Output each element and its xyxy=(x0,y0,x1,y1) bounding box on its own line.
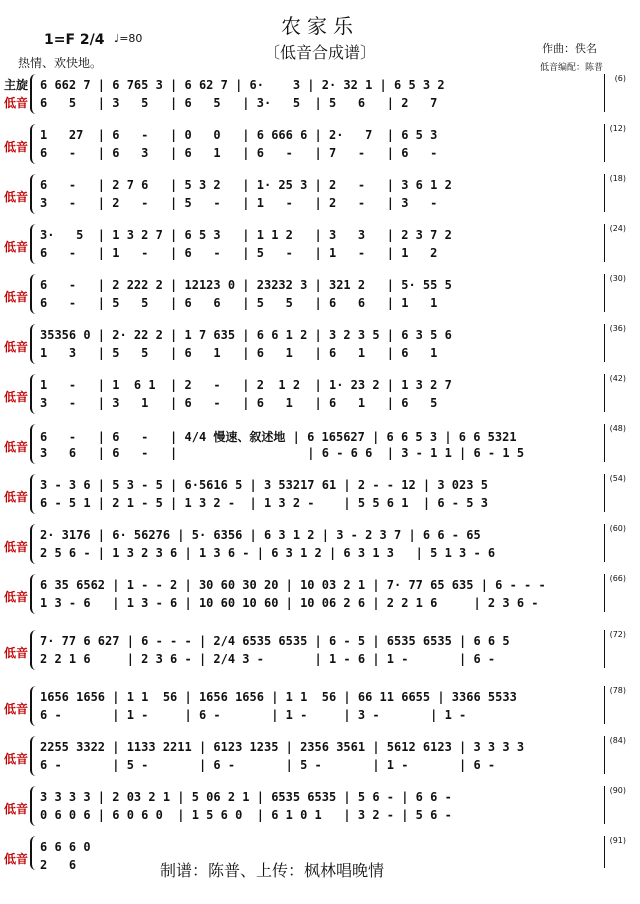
title: 农家乐 xyxy=(281,14,359,38)
upper-staff-notes: 6 - | 2 7 6 | 5 3 2 | 1· 25 3 | 2 - | 3 6 1 2 xyxy=(40,178,452,192)
barline xyxy=(604,374,605,412)
barline xyxy=(604,474,605,512)
upper-staff-notes: 3 3 3 3 | 2 03 2 1 | 5 06 2 1 | 6535 6535 | 5 6 - | 6 6 - xyxy=(40,790,460,804)
lower-staff-notes: 6 - 5 1 | 2 1 - 5 | 1 3 2 - | 1 3 2 - | 5 5 6 1 | 6 - 5 3 xyxy=(40,496,488,510)
measure-number: (6) xyxy=(614,74,626,83)
key-signature: 1=F 2/4 xyxy=(44,32,105,48)
barline xyxy=(604,686,605,724)
upper-staff-notes: 6 662 7 | 6 765 3 | 6 62 7 | 6· 3 | 2· 32 1 | 6 5 3 2 xyxy=(40,78,445,92)
subtitle: 〔低音合成谱〕 xyxy=(263,43,376,62)
measure-number: (54) xyxy=(609,474,626,483)
part-label-bass: 低音 xyxy=(4,140,29,154)
measure-number: (84) xyxy=(609,736,626,745)
lower-staff-notes: 6 - | 6 3 | 6 1 | 6 - | 7 - | 6 - xyxy=(40,146,452,160)
composer-credit: 作曲：佚名 xyxy=(542,42,597,55)
system-brace xyxy=(30,74,38,114)
lower-staff-notes: 2 6 xyxy=(40,858,91,872)
part-label-bass: 低音 xyxy=(4,646,29,660)
measure-number: (36) xyxy=(609,324,626,333)
system-brace xyxy=(30,374,38,414)
part-label-bass: 低音 xyxy=(4,190,29,204)
part-label-bass: 低音 xyxy=(4,802,29,816)
measure-number: (78) xyxy=(609,686,626,695)
measure-number: (66) xyxy=(609,574,626,583)
system-brace xyxy=(30,424,38,464)
lower-staff-notes: 3 - | 3 1 | 6 - | 6 1 | 6 1 | 6 5 xyxy=(40,396,452,410)
upper-staff-notes: 6 - | 2 222 2 | 12123 0 | 23232 3 | 321 2 | 5· 55 5 xyxy=(40,278,452,292)
measure-number: (48) xyxy=(609,424,626,433)
barline xyxy=(604,124,605,162)
barline xyxy=(604,324,605,362)
upper-staff-notes: 3· 5 | 1 3 2 7 | 6 5 3 | 1 1 2 | 3 3 | 2 3 7 2 xyxy=(40,228,452,242)
upper-staff-notes: 35356 0 | 2· 22 2 | 1 7 635 | 6 6 1 2 | 3 2 3 5 | 6 3 5 6 xyxy=(40,328,452,342)
system-brace xyxy=(30,474,38,514)
system-brace xyxy=(30,836,38,870)
upper-staff-notes: 2· 3176 | 6· 56276 | 5· 6356 | 6 3 1 2 | 3 - 2 3 7 | 6 6 - 65 xyxy=(40,528,481,542)
lower-staff-notes: 6 - | 1 - | 6 - | 5 - | 1 - | 1 2 xyxy=(40,246,452,260)
measure-number: (91) xyxy=(609,836,626,845)
measure-number: (42) xyxy=(609,374,626,383)
upper-staff-notes: 3 - 3 6 | 5 3 - 5 | 6·5616 5 | 3 53217 61 | 2 - - 12 | 3 023 5 xyxy=(40,478,488,492)
barline xyxy=(604,224,605,262)
barline xyxy=(604,736,605,774)
lower-staff-notes: 1 3 - 6 | 1 3 - 6 | 10 60 10 60 | 10 06 2 6 | 2 2 1 6 | 2 3 6 - xyxy=(40,596,539,610)
footer-credit: 制谱：陈普、上传：枫林唱晚情 xyxy=(160,861,385,880)
part-label-bass: 低音 xyxy=(4,390,29,404)
part-label-bass: 低音 xyxy=(4,540,29,554)
lower-staff-notes: 0 6 0 6 | 6 0 6 0 | 1 5 6 0 | 6 1 0 1 | 3 2 - | 5 6 - xyxy=(40,808,460,822)
upper-staff-notes: 6 35 6562 | 1 - - 2 | 30 60 30 20 | 10 03 2 1 | 7· 77 65 635 | 6 - - - xyxy=(40,578,546,592)
barline xyxy=(604,174,605,212)
barline xyxy=(604,424,605,462)
system-brace xyxy=(30,124,38,164)
system-brace xyxy=(30,574,38,614)
part-label-bass: 低音 xyxy=(4,752,29,766)
system-brace xyxy=(30,224,38,264)
part-label-bass: 低音 xyxy=(4,440,29,454)
system-brace xyxy=(30,736,38,776)
arranger-credit: 低音编配：陈普 xyxy=(540,63,604,73)
measure-number: (30) xyxy=(609,274,626,283)
barline xyxy=(604,524,605,562)
mood-marking: 热情、欢快地。 xyxy=(18,56,103,70)
lower-staff-notes: 6 5 | 3 5 | 6 5 | 3· 5 | 5 6 | 2 7 xyxy=(40,96,452,110)
part-label-bass: 低音 xyxy=(4,340,29,354)
lower-staff-notes: 6 - | 1 - | 6 - | 1 - | 3 - | 1 - xyxy=(40,708,510,722)
upper-staff-notes: 6 6 6 0 xyxy=(40,840,91,854)
system-brace xyxy=(30,274,38,314)
part-label-bass: 低音 xyxy=(4,590,29,604)
barline xyxy=(604,836,605,868)
upper-staff-notes: 1 - | 1 6 1 | 2 - | 2 1 2 | 1· 23 2 | 1 3 2 7 xyxy=(40,378,452,392)
barline xyxy=(604,274,605,312)
upper-staff-notes: 1656 1656 | 1 1 56 | 1656 1656 | 1 1 56 | 66 11 6655 | 3366 5533 xyxy=(40,690,517,704)
measure-number: (18) xyxy=(609,174,626,183)
part-label-bass: 低音 xyxy=(4,852,29,866)
system-brace xyxy=(30,630,38,670)
barline xyxy=(604,630,605,668)
tempo-marking: ♩=80 xyxy=(114,32,143,45)
barline xyxy=(604,574,605,612)
upper-staff-notes: 6 - | 6 - | 4/4 慢速、叙述地 | 6 165627 | 6 6 5 3 | 6 6 5321 xyxy=(40,430,517,444)
upper-staff-notes: 7· 77 6 627 | 6 - - - | 2/4 6535 6535 | 6 - 5 | 6535 6535 | 6 6 5 xyxy=(40,634,510,648)
system-brace xyxy=(30,174,38,214)
part-label-bass: 低音 xyxy=(4,96,29,110)
measure-number: (60) xyxy=(609,524,626,533)
lower-staff-notes: 3 - | 2 - | 5 - | 1 - | 2 - | 3 - xyxy=(40,196,452,210)
system-brace xyxy=(30,686,38,726)
lower-staff-notes: 6 - | 5 - | 6 - | 5 - | 1 - | 6 - xyxy=(40,758,525,772)
part-label-bass: 低音 xyxy=(4,240,29,254)
lower-staff-notes: 1 3 | 5 5 | 6 1 | 6 1 | 6 1 | 6 1 xyxy=(40,346,452,360)
barline xyxy=(604,786,605,824)
part-label-bass: 低音 xyxy=(4,702,29,716)
lower-staff-notes: 2 5 6 - | 1 3 2 3 6 | 1 3 6 - | 6 3 1 2 | 6 3 1 3 | 5 1 3 - 6 xyxy=(40,546,496,560)
part-label-bass: 低音 xyxy=(4,290,29,304)
part-label-main: 主旋 xyxy=(4,78,29,92)
part-label-bass: 低音 xyxy=(4,490,29,504)
system-brace xyxy=(30,786,38,826)
system-brace xyxy=(30,524,38,564)
lower-staff-notes: 6 - | 5 5 | 6 6 | 5 5 | 6 6 | 1 1 xyxy=(40,296,452,310)
system-brace xyxy=(30,324,38,364)
upper-staff-notes: 1 27 | 6 - | 0 0 | 6 666 6 | 2· 7 | 6 5 3 xyxy=(40,128,452,142)
measure-number: (12) xyxy=(609,124,626,133)
lower-staff-notes: 2 2 1 6 | 2 3 6 - | 2/4 3 - | 1 - 6 | 1 - | 6 - xyxy=(40,652,510,666)
measure-number: (24) xyxy=(609,224,626,233)
upper-staff-notes: 2255 3322 | 1133 2211 | 6123 1235 | 2356 3561 | 5612 6123 | 3 3 3 3 xyxy=(40,740,525,754)
lower-staff-notes: 3 6 | 6 - | | 6 - 6 6 | 3 - 1 1 | 6 - 1 5 xyxy=(40,446,532,460)
measure-number: (72) xyxy=(609,630,626,639)
barline xyxy=(604,74,605,112)
measure-number: (90) xyxy=(609,786,626,795)
